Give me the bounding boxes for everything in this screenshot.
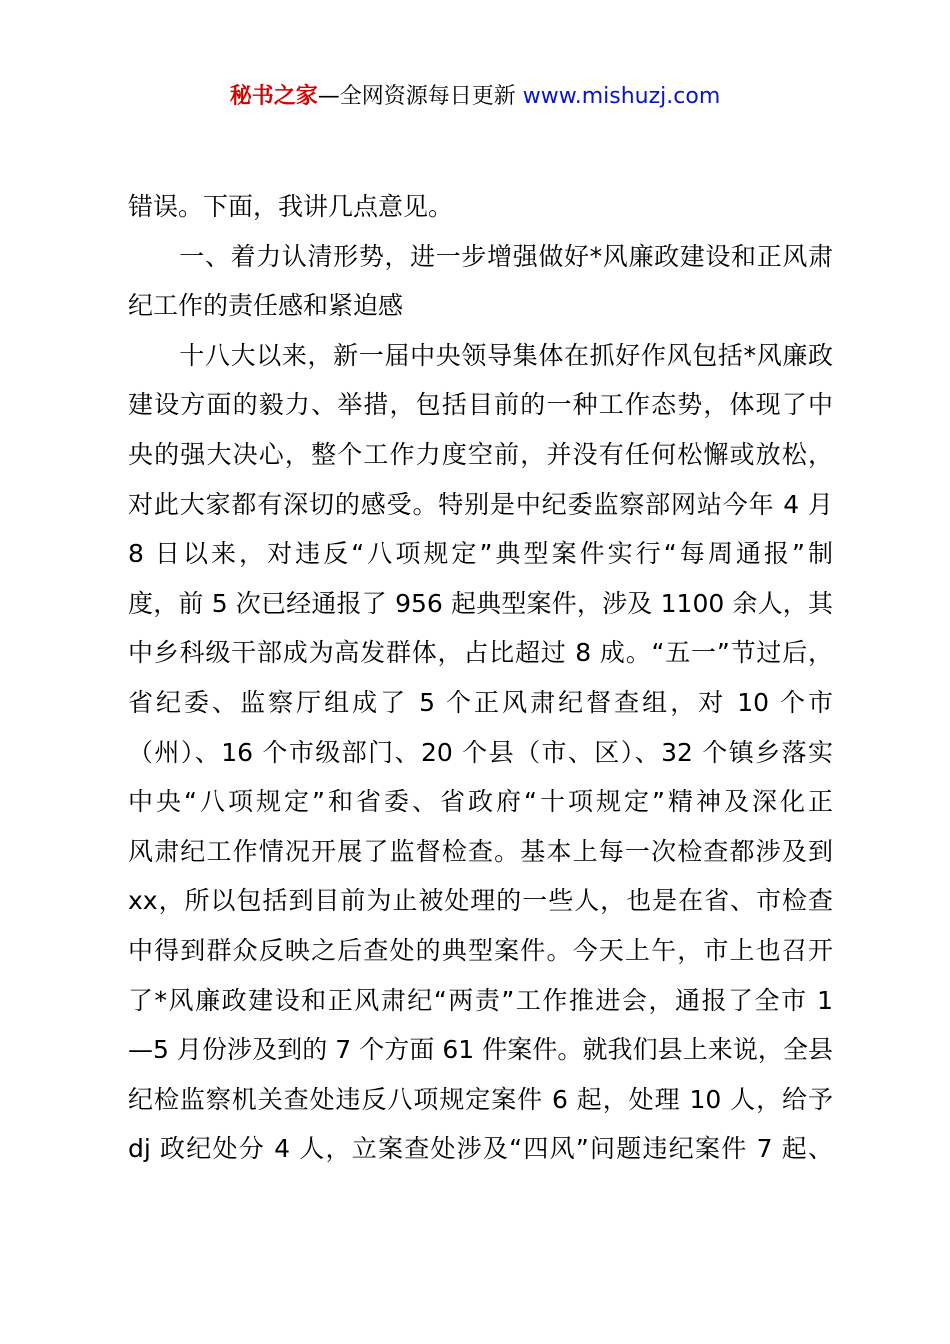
document-body: [128, 182, 833, 1174]
site-header: [0, 82, 950, 112]
text-line: 度，前 5 次已经通报了 956 起典型案件，涉及 1100 余人，其: [128, 588, 833, 618]
text-line: 风肃纪工作情况开展了监督检查。基本上每一次检查都涉及到: [128, 836, 833, 866]
text-line: —5 月份涉及到的 7 个方面 61 件案件。就我们县上来说，全县: [128, 1035, 833, 1065]
text-line: 8 日以来，对违反“八项规定”典型案件实行“每周通报”制: [128, 539, 833, 569]
section-heading-line: 一、着力认清形势，进一步增强做好*风廉政建设和正风肃: [128, 241, 833, 271]
text-line: 省纪委、监察厅组成了 5 个正风肃纪督查组，对 10 个市: [128, 687, 833, 717]
text-line: 纪检监察机关查处违反八项规定案件 6 起，处理 10 人，给予: [128, 1084, 833, 1114]
header-tagline: —全网资源每日更新: [317, 84, 523, 109]
text-line: 了*风廉政建设和正风肃纪“两责”工作推进会，通报了全市 1: [128, 985, 833, 1015]
text-line: 央的强大决心，整个工作力度空前，并没有任何松懈或放松，: [128, 439, 833, 469]
text-line: 对此大家都有深切的感受。特别是中纪委监察部网站今年 4 月: [128, 489, 833, 519]
text-line: 十八大以来，新一届中央领导集体在抓好作风包括*风廉政: [128, 340, 833, 370]
text-line: 中得到群众反映之后查处的典型案件。今天上午，市上也召开: [128, 935, 833, 965]
text-line: 中央“八项规定”和省委、省政府“十项规定”精神及深化正: [128, 787, 833, 817]
text-line: xx，所以包括到目前为止被处理的一些人，也是在省、市检查: [128, 886, 833, 916]
text-line: dj 政纪处分 4 人，立案查处涉及“四风”问题违纪案件 7 起、: [128, 1134, 833, 1164]
text-line: 建设方面的毅力、举措，包括目前的一种工作态势，体现了中: [128, 390, 833, 420]
site-url-link[interactable]: www.mishuzj.com: [522, 84, 721, 109]
section-heading-line: 纪工作的责任感和紧迫感: [128, 291, 404, 321]
text-line: 错误。下面，我讲几点意见。: [128, 192, 454, 221]
text-line: 中乡科级干部成为高发群体，占比超过 8 成。“五一”节过后，: [128, 638, 833, 668]
text-line: （州）、16 个市级部门、20 个县（市、区）、32 个镇乡落实: [128, 737, 833, 767]
brand-name: 秘书之家: [229, 84, 318, 109]
